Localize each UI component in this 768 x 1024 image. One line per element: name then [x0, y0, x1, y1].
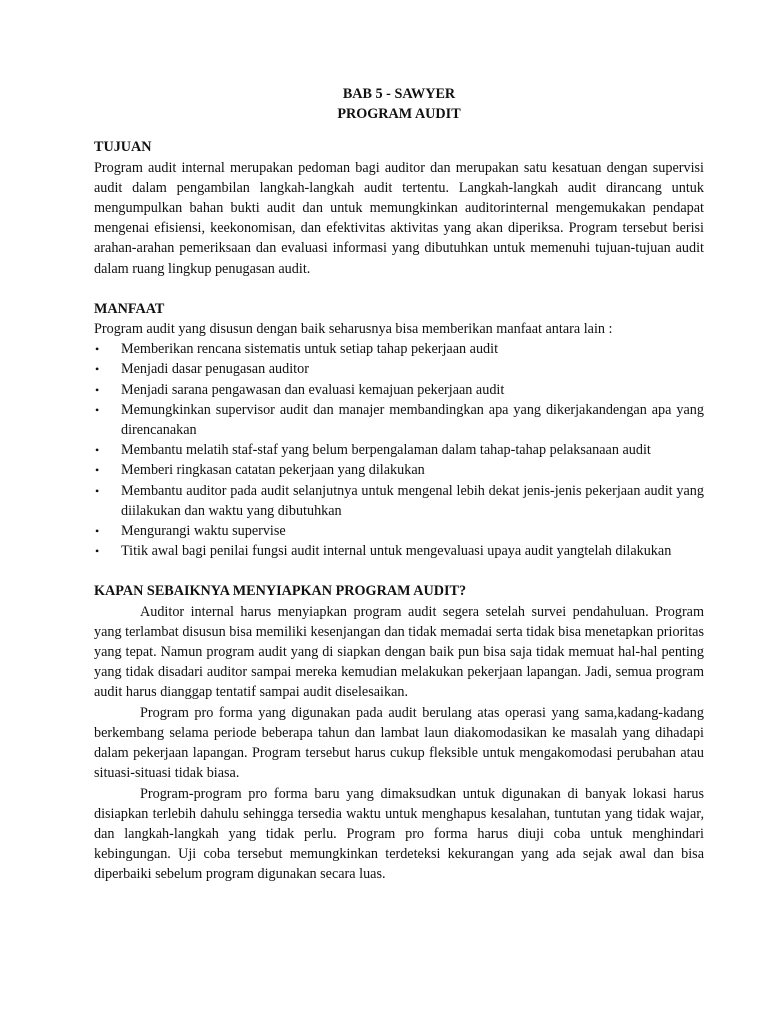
- paragraph-kapan-2: Program pro forma yang digunakan pada audit berulang atas operasi yang sama,kadang-kadang berkembang selama periode beberapa tahun dan lambat laun diakomodasikan ke masalah yang dihadapi dalam pekerjaan lapangan. Program tersebut harus cukup fleksible untuk mengakomodasi perubahan atau situasi-situasi tidak biasa.: [94, 704, 704, 782]
- list-item-text: Mengurangi waktu supervise: [121, 523, 286, 540]
- paragraph-kapan-1: Auditor internal harus menyiapkan program audit segera setelah survei pendahuluan. Program yang terlambat disusun bisa memiliki kesenjangan dan tidak memadai serta tidak bisa menetapkan prioritas yang tepat. Namun program audit yang di siapkan dengan baik pun bisa saja tidak memuat hal-hal penting yang tidak disadari auditor sampai mereka kemudian melakukan pekerjaan lapangan. Jadi, semua program audit harus dianggap tentatif sampai audit diselesaikan.: [94, 603, 704, 701]
- bullet-icon: •: [95, 483, 100, 498]
- bullet-icon: •: [95, 402, 100, 417]
- list-item-text: Membantu auditor pada audit selanjutnya untuk mengenal lebih dekat jenis-jenis pekerjaan audit yang diilakukan dan waktu yang dibutuhkan: [121, 482, 704, 519]
- list-item: [94, 521, 704, 541]
- section-manfaat: [94, 299, 704, 562]
- bullet-icon: •: [95, 443, 100, 458]
- list-item-text: Membantu melatih staf-staf yang belum berpengalaman dalam tahap-tahap pelaksanaan audit: [121, 442, 651, 459]
- bullet-icon: •: [95, 362, 100, 377]
- section-kapan: [94, 581, 704, 884]
- section-heading-tujuan: TUJUAN: [94, 139, 152, 156]
- list-item: [94, 359, 704, 379]
- list-item: [94, 541, 704, 561]
- paragraph-tujuan: Program audit internal merupakan pedoman bagi auditor dan merupakan satu kesatuan dengan supervisi audit dalam pengambilan langkah-langkah audit tertentu. Langkah-langkah audit dirancang untuk mengumpulkan bahan bukti audit dan untuk memungkinkan auditorinternal mengemukakan pendapat mengenai efisiensi, keekonomisan, dan efektivitas aktivitas yang akan diperiksa. Program tersebut berisi arahan-arahan pemeriksaan dan evaluasi informasi yang dibutuhkan untuk memenuhi tujuan-tujuan audit dalam ruang lingkup penugasan audit.: [94, 159, 704, 277]
- bullet-icon: •: [95, 524, 100, 539]
- list-item-text: Memberi ringkasan catatan pekerjaan yang dilakukan: [121, 462, 425, 479]
- list-item-text: Menjadi dasar penugasan auditor: [121, 361, 309, 378]
- list-item: [94, 339, 704, 359]
- bullet-icon: •: [95, 463, 100, 478]
- bullet-icon: •: [95, 342, 100, 357]
- section-tujuan: [94, 137, 704, 278]
- list-item-text: Memberikan rencana sistematis untuk setiap tahap pekerjaan audit: [121, 341, 499, 358]
- title-block: [94, 84, 704, 124]
- section-heading-kapan: KAPAN SEBAIKNYA MENYIAPKAN PROGRAM AUDIT?: [94, 583, 467, 600]
- manfaat-list: [94, 339, 704, 561]
- list-item: [94, 400, 704, 440]
- list-item: [94, 481, 704, 521]
- list-item: [94, 440, 704, 460]
- section-heading-manfaat: MANFAAT: [94, 300, 165, 317]
- list-item-text: Titik awal bagi penilai fungsi audit internal untuk mengevaluasi upaya audit yangtelah dilakukan: [121, 543, 672, 560]
- paragraph-kapan-3: Program-program pro forma baru yang dimaksudkan untuk digunakan di banyak lokasi harus disiapkan terlebih dahulu sehingga tersedia waktu untuk menghapus kesalahan, tuntutan yang tidak wajar, dan langkah-langkah yang tidak perlu. Program pro forma harus diuji coba untuk menghindari kebingungan. Uji coba tersebut memungkinkan terdeteksi kekurangan yang ada sejak awal dan bisa diperbaiki sebelum program digunakan secara luas.: [94, 785, 704, 883]
- list-item-text: Menjadi sarana pengawasan dan evaluasi kemajuan pekerjaan audit: [121, 381, 505, 398]
- list-item: [94, 460, 704, 480]
- list-item: [94, 380, 704, 400]
- list-item-text: Memungkinkan supervisor audit dan manajer membandingkan apa yang dikerjakandengan apa yang direncanakan: [121, 401, 704, 439]
- bullet-icon: •: [95, 382, 100, 397]
- bullet-icon: •: [95, 544, 100, 559]
- paragraph-manfaat-intro: Program audit yang disusun dengan baik seharusnya bisa memberikan manfaat antara lain :: [94, 321, 613, 338]
- document-title: PROGRAM AUDIT: [337, 106, 461, 123]
- chapter-title: BAB 5 - SAWYER: [342, 86, 456, 102]
